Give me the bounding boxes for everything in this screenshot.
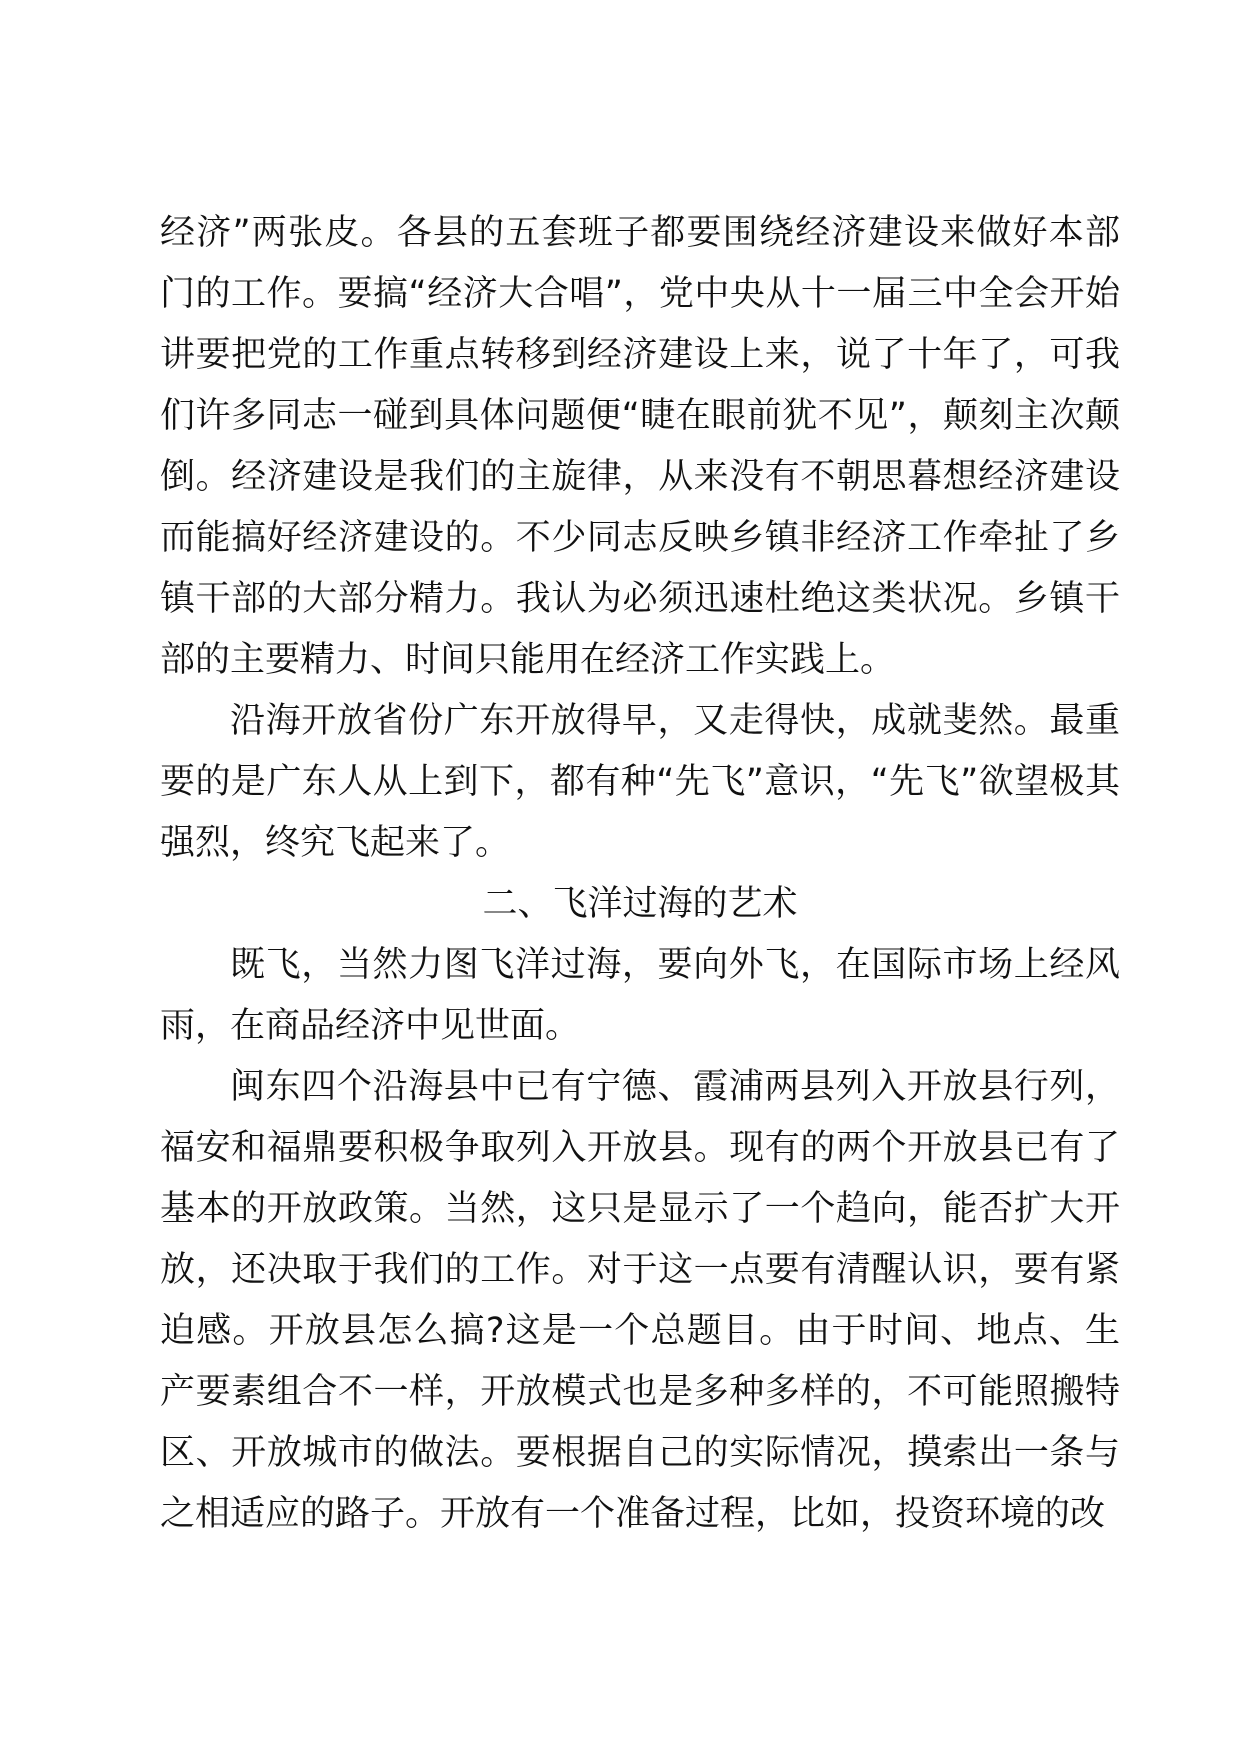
paragraph-mindong: 闽东四个沿海县中已有宁德、霞浦两县列入开放县行列，福安和福鼎要积极争取列入开放县。现有的两个开放县已有了基本的开放政策。当然，这只是显示了一个趋向，能否扩大开放，还决取于我们的工作。对于这一点要有清醒认识，要有紧迫感。开放县怎么搞?这是一个总题目。由于时间、地点、生产要素组合不一样，开放模式也是多种多样的，不可能照搬特区、开放城市的做法。要根据自己的实际情况，摸索出一条与之相适应的路子。开放有一个准备过程，比如，投资环境的改 [160, 1067, 1120, 1534]
paragraph-continuation: 经济”两张皮。各县的五套班子都要围绕经济建设来做好本部门的工作。要搞“经济大合唱”，党中央从十一届三中全会开始讲要把党的工作重点转移到经济建设上来，说了十年了，可我们许多同志一碰到具体问题便“睫在眼前犹不见”，颠刻主次颠倒。经济建设是我们的主旋律，从来没有不朝思暮想经济建设而能搞好经济建设的。不少同志反映乡镇非经济工作牵扯了乡镇干部的大部分精力。我认为必须迅速杜绝这类状况。乡镇干部的主要精力、时间只能用在经济工作实践上。 [160, 213, 1120, 680]
section-heading: 二、飞洋过海的艺术 [482, 884, 798, 924]
document-body [160, 203, 1120, 1545]
paragraph-guangdong: 沿海开放省份广东开放得早，又走得快，成就斐然。最重要的是广东人从上到下，都有种“先飞”意识，“先飞”欲望极其强烈，终究飞起来了。 [160, 701, 1120, 863]
paragraph-fly-overseas: 既飞，当然力图飞洋过海，要向外飞，在国际市场上经风雨，在商品经济中见世面。 [160, 945, 1120, 1046]
